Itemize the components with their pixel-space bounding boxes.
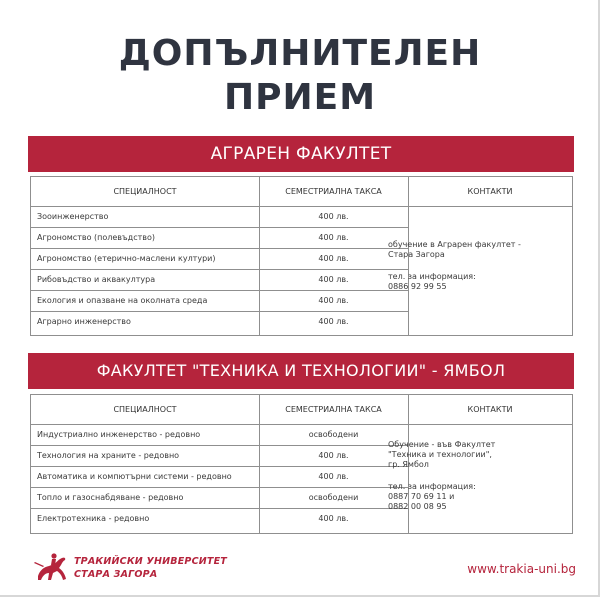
contact-phone: 0887 70 69 11 и: [388, 492, 455, 501]
row-specialty: Агрономство (полевъдство): [37, 233, 155, 242]
logo-city-name: СТАРА ЗАГОРА: [74, 569, 158, 580]
table-row: [31, 312, 408, 333]
table-row: [31, 509, 408, 530]
table-row: [31, 270, 408, 291]
section-banner-agrarian: АГРАРЕН ФАКУЛТЕТ: [28, 136, 574, 172]
row-fee: 400 лв.: [318, 514, 349, 523]
row-fee: 400 лв.: [318, 296, 349, 305]
table-row: [31, 488, 408, 509]
row-specialty: Електротехника - редовно: [37, 514, 150, 523]
contact-line: обучение в Аграрен факултет -: [388, 240, 521, 249]
website-link[interactable]: www.trakia-uni.bg: [467, 562, 576, 576]
table-header: [31, 177, 572, 207]
row-fee: освободени: [308, 493, 359, 502]
page-title-line1: ДОПЪЛНИТЕЛЕН: [118, 33, 482, 74]
table-body: [31, 207, 408, 335]
header-specialty: СПЕЦИАЛНОСТ: [113, 187, 177, 196]
row-fee: 400 лв.: [318, 451, 349, 460]
section-banner-yambol: ФАКУЛТЕТ "ТЕХНИКА И ТЕХНОЛОГИИ" - ЯМБОЛ: [28, 353, 574, 389]
table-row: [31, 446, 408, 467]
table-body: [31, 425, 408, 533]
contact-phone-label: тел. за информация:: [388, 482, 476, 491]
table-row: [31, 228, 408, 249]
row-fee: освободени: [308, 430, 359, 439]
row-specialty: Агрономство (етерично-маслени култури): [37, 254, 216, 263]
contact-phone: 0882 00 08 95: [388, 502, 447, 511]
contact-line: "Техника и технологии",: [388, 450, 492, 459]
row-fee: 400 лв.: [318, 254, 349, 263]
table-row: [31, 425, 408, 446]
row-specialty: Индустриално инженерство - редовно: [37, 430, 201, 439]
table-row: [31, 467, 408, 488]
row-specialty: Зооинженерство: [37, 212, 109, 221]
row-specialty: Технология на храните - редовно: [37, 451, 180, 460]
row-specialty: Топло и газоснабдяване - редовно: [37, 493, 184, 502]
header-fee: СЕМЕСТРИАЛНА ТАКСА: [285, 187, 382, 196]
contact-info-agrarian: [388, 240, 538, 292]
table-row: [31, 207, 408, 228]
row-fee: 400 лв.: [318, 275, 349, 284]
header-specialty: СПЕЦИАЛНОСТ: [113, 405, 177, 414]
contact-line: Обучение - във Факултет: [388, 440, 496, 449]
contact-phone-label: тел. за информация:: [388, 272, 476, 281]
row-specialty: Аграрно инженерство: [37, 317, 131, 326]
row-specialty: Екология и опазване на околната среда: [37, 296, 208, 305]
horse-rider-emblem-icon: [32, 550, 72, 586]
header-contacts: КОНТАКТИ: [467, 187, 513, 196]
row-specialty: Рибовъдство и аквакултура: [37, 275, 156, 284]
contact-line: Стара Загора: [388, 250, 445, 259]
table-header: [31, 395, 572, 425]
table-row: [31, 249, 408, 270]
row-fee: 400 лв.: [318, 317, 349, 326]
logo-university-name: ТРАКИЙСКИ УНИВЕРСИТЕТ: [74, 556, 227, 567]
row-fee: 400 лв.: [318, 212, 349, 221]
header-contacts: КОНТАКТИ: [467, 405, 513, 414]
row-fee: 400 лв.: [318, 472, 349, 481]
contact-info-yambol: [388, 440, 538, 512]
page-title-line2: ПРИЕМ: [223, 77, 377, 118]
header-fee: СЕМЕСТРИАЛНА ТАКСА: [285, 405, 382, 414]
contact-phone: 0886 92 99 55: [388, 282, 447, 291]
table-row: [31, 291, 408, 312]
row-specialty: Автоматика и компютърни системи - редовно: [37, 472, 232, 481]
row-fee: 400 лв.: [318, 233, 349, 242]
contact-line: гр. Ямбол: [388, 460, 429, 469]
